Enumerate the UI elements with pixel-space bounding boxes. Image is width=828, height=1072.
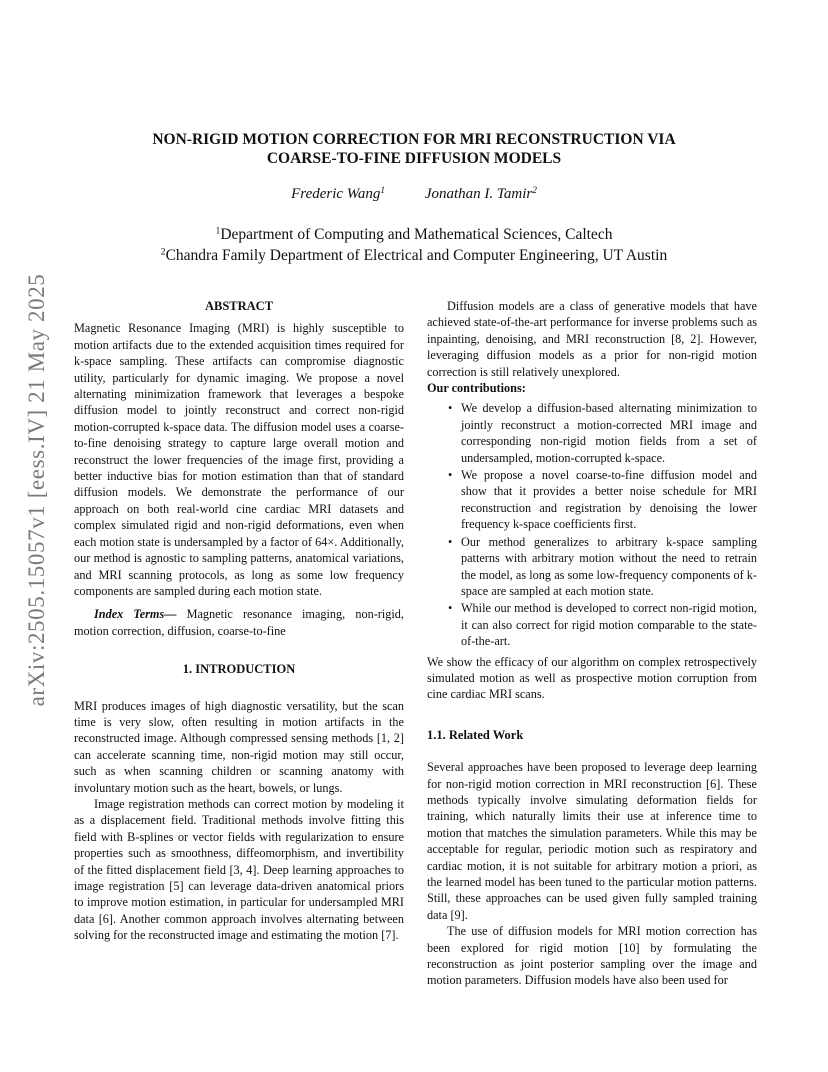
paper-title	[100, 130, 728, 168]
left-column	[74, 298, 404, 944]
intro-heading: 1. INTRODUCTION	[182, 662, 296, 677]
contributions-list	[427, 400, 757, 649]
affiliation-2: $^2$Chandra Family Department of Electrical and Computer Engineering, UT Austin	[160, 246, 668, 264]
list-item: • Our method generalizes to arbitrary k-space sampling patterns with arbitrary motion without the need to retrain the model, as long as some low-frequency components of k-space are sampled at each motion state.	[461, 534, 757, 600]
author-2: Jonathan I. Tamir$^2$	[424, 185, 537, 202]
intro-paragraph-1: MRI produces images of high diagnostic versatility, but the scan time is very slow, often resulting in motion artifacts in the reconstructed image. Although compressed sensing methods [1, 2] can accelerate scanning time, non-rigid motion may still occur, such as when scanning children or scanning anatomy with involuntary motion such as the heart, bowels, or lungs.	[74, 698, 404, 795]
list-item: • We propose a novel coarse-to-fine diffusion model and show that it provides a better noise schedule for MRI reconstruction and registration by denoising the lower frequency k-space coefficients first.	[461, 467, 757, 533]
related-work-paragraph-2: The use of diffusion models for MRI motion correction has been explored for rigid motion [10] by formulating the reconstruction as joint posterior sampling over the image and motion parameters. Diffusion models have also been used for	[427, 924, 757, 988]
index-terms	[74, 606, 404, 639]
title-line-1: NON-RIGID MOTION CORRECTION FOR MRI RECONSTRUCTION VIA	[152, 131, 676, 148]
related-work-paragraph-1: Several approaches have been proposed to leverage deep learning for non-rigid motion correction in MRI reconstruction [6]. These methods typically involve simulating deformation fields for training, which naturally limits their use at inference time to motion that matches the simulation parameters. While this may be acceptable for regular, periodic motion such as respiratory and cardiac motion, it is not suitable for arbitrary motion a priori, as the learned model has been tuned to the particular motion patterns. Still, these approaches can be used given fully sampled training data [9].	[427, 760, 757, 922]
efficacy-paragraph: We show the efficacy of our algorithm on complex retrospectively simulated motion as well as prospective motion corruption from cine cardiac MRI scans.	[427, 654, 757, 702]
right-column	[427, 298, 757, 989]
abstract-heading: ABSTRACT	[204, 299, 274, 313]
contributions-heading: Our contributions:	[427, 381, 526, 396]
index-terms-label: Index Terms—	[94, 607, 177, 622]
arxiv-identifier-text: arXiv:2505.15057v1 [eess.IV] 21 May 2025	[24, 273, 49, 707]
list-item: • While our method is developed to correct non-rigid motion, it can also correct for rigid motion comparable to the state-of-the-art.	[461, 600, 757, 649]
title-line-2: COARSE-TO-FINE DIFFUSION MODELS	[266, 150, 562, 167]
list-item: • We develop a diffusion-based alternating minimization to jointly reconstruct a motion-corrected MRI image and corresponding non-rigid motion fields from a set of undersampled, motion-corrupted k-space.	[461, 400, 757, 466]
index-terms-text: Magnetic resonance imaging, non-rigid, motion correction, diffusion, coarse-to-fine	[74, 607, 404, 638]
diffusion-paragraph: Diffusion models are a class of generative models that have achieved state-of-the-art performance for inverse problems such as inpainting, denoising, and MRI reconstruction [8, 2]. However, leveraging diffusion models as a prior for non-rigid motion correction is still relatively unexplored.	[427, 299, 757, 379]
affiliations	[80, 224, 748, 266]
intro-paragraph-2: Image registration methods can correct motion by modeling it as a displacement field. Traditional methods involve fitting this field with B-splines or vector fields with regularization to ensure properties such as smoothness, diffeomorphism, and invertibility of the fitted displacement field [3, 4]. Deep learning approaches to image registration [5] can leverage data-driven anatomical priors to improve motion estimation, in particular for undersampled MRI data [6]. Another common approach involves alternating between solving for the reconstructed image and estimating the motion [7].	[74, 796, 404, 943]
author-list	[100, 186, 728, 203]
author-1: Frederic Wang$^1$	[291, 185, 386, 202]
affiliation-1: $^1$Department of Computing and Mathematical Sciences, Caltech	[215, 225, 613, 243]
arxiv-identifier	[22, 273, 52, 707]
related-work-heading: 1.1. Related Work	[427, 727, 524, 742]
abstract-text: Magnetic Resonance Imaging (MRI) is highly susceptible to motion artifacts due to the extended acquisition times required for k-space sampling. These artifacts can compromise diagnostic utility, particularly for dynamic imaging. We propose a novel alternating minimization framework that leverages a bespoke diffusion model to jointly reconstruct and correct non-rigid motion-corrupted k-space data. The diffusion model uses a coarse-to-fine denoising strategy to capture large overall motion and reconstruct the lower frequencies of the image first, providing a better inductive bias for motion estimation than that of standard diffusion models. We demonstrate the performance of our approach on both real-world cine cardiac MRI datasets and complex simulated rigid and non-rigid deformations, even when each motion state is undersampled by a factor of 64×. Additionally, our method is agnostic to sampling patterns, anatomical variations, and MRI scanning protocols, as long as some low frequency components are sampled during each motion state.	[74, 321, 404, 598]
